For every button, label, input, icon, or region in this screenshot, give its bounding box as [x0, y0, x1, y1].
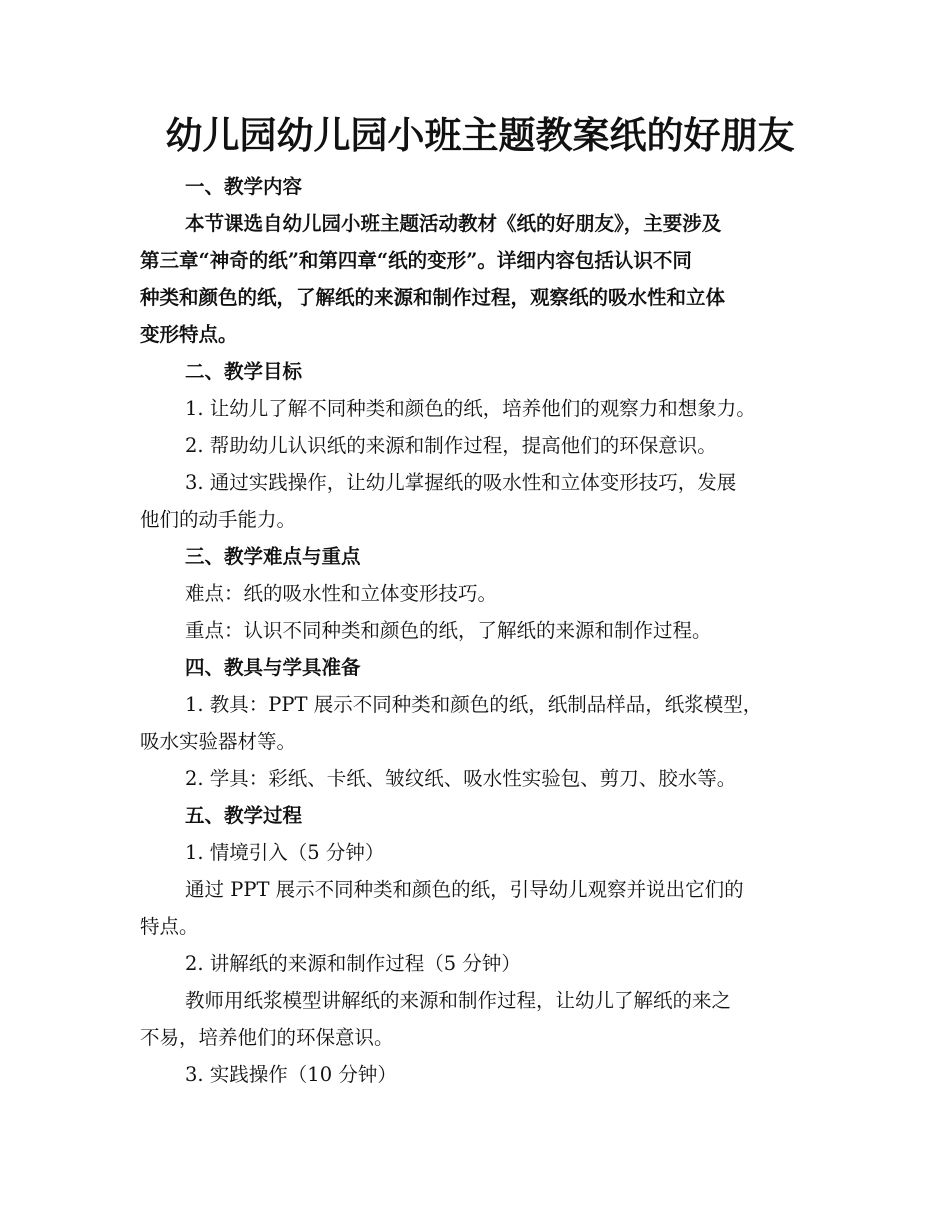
body-text-line: 不易，培养他们的环保意识。	[140, 1026, 394, 1049]
document-body	[140, 168, 820, 1093]
section-heading-line: 变形特点。	[140, 323, 238, 346]
section-heading-line: 第三章“神奇的纸”和第四章“纸的变形”。详细内容包括认识不同	[140, 249, 692, 272]
section-heading-line: 五、教学过程	[185, 804, 303, 827]
body-text-line: 2. 帮助幼儿认识纸的来源和制作过程，提高他们的环保意识。	[185, 434, 717, 457]
body-text-line: 1. 让幼儿了解不同种类和颜色的纸，培养他们的观察力和想象力。	[185, 397, 756, 420]
body-text-line: 2. 学具：彩纸、卡纸、皱纹纸、吸水性实验包、剪刀、胶水等。	[185, 767, 737, 790]
body-text-line: 特点。	[140, 915, 199, 938]
document-title: 幼儿园幼儿园小班主题教案纸的好朋友	[165, 114, 795, 157]
body-text-line: 难点：纸的吸水性和立体变形技巧。	[185, 582, 498, 605]
body-text-line: 吸水实验器材等。	[140, 730, 297, 753]
section-heading-line: 四、教具与学具准备	[185, 656, 361, 679]
body-text-line: 1. 教具：PPT 展示不同种类和颜色的纸，纸制品样品，纸浆模型，	[185, 693, 763, 716]
section-heading-line: 一、教学内容	[185, 175, 303, 198]
section-heading-line: 二、教学目标	[185, 360, 303, 383]
body-text-line: 通过 PPT 展示不同种类和颜色的纸，引导幼儿观察并说出它们的	[185, 878, 744, 901]
document-page	[140, 108, 820, 1093]
section-heading-line: 三、教学难点与重点	[185, 545, 361, 568]
body-text-line: 3. 通过实践操作，让幼儿掌握纸的吸水性和立体变形技巧，发展	[185, 471, 737, 494]
section-heading-line: 本节课选自幼儿园小班主题活动教材《纸的好朋友》，主要涉及	[185, 212, 722, 235]
body-text-line: 1. 情境引入（5 分钟）	[185, 841, 385, 864]
body-text-line: 重点：认识不同种类和颜色的纸，了解纸的来源和制作过程。	[185, 619, 712, 642]
body-text-line: 2. 讲解纸的来源和制作过程（5 分钟）	[185, 952, 521, 975]
body-text-line: 3. 实践操作（10 分钟）	[185, 1063, 397, 1086]
body-text-line: 教师用纸浆模型讲解纸的来源和制作过程，让幼儿了解纸的来之	[185, 989, 732, 1012]
body-text-line: 他们的动手能力。	[140, 508, 297, 531]
section-heading-line: 种类和颜色的纸，了解纸的来源和制作过程，观察纸的吸水性和立体	[140, 286, 726, 309]
